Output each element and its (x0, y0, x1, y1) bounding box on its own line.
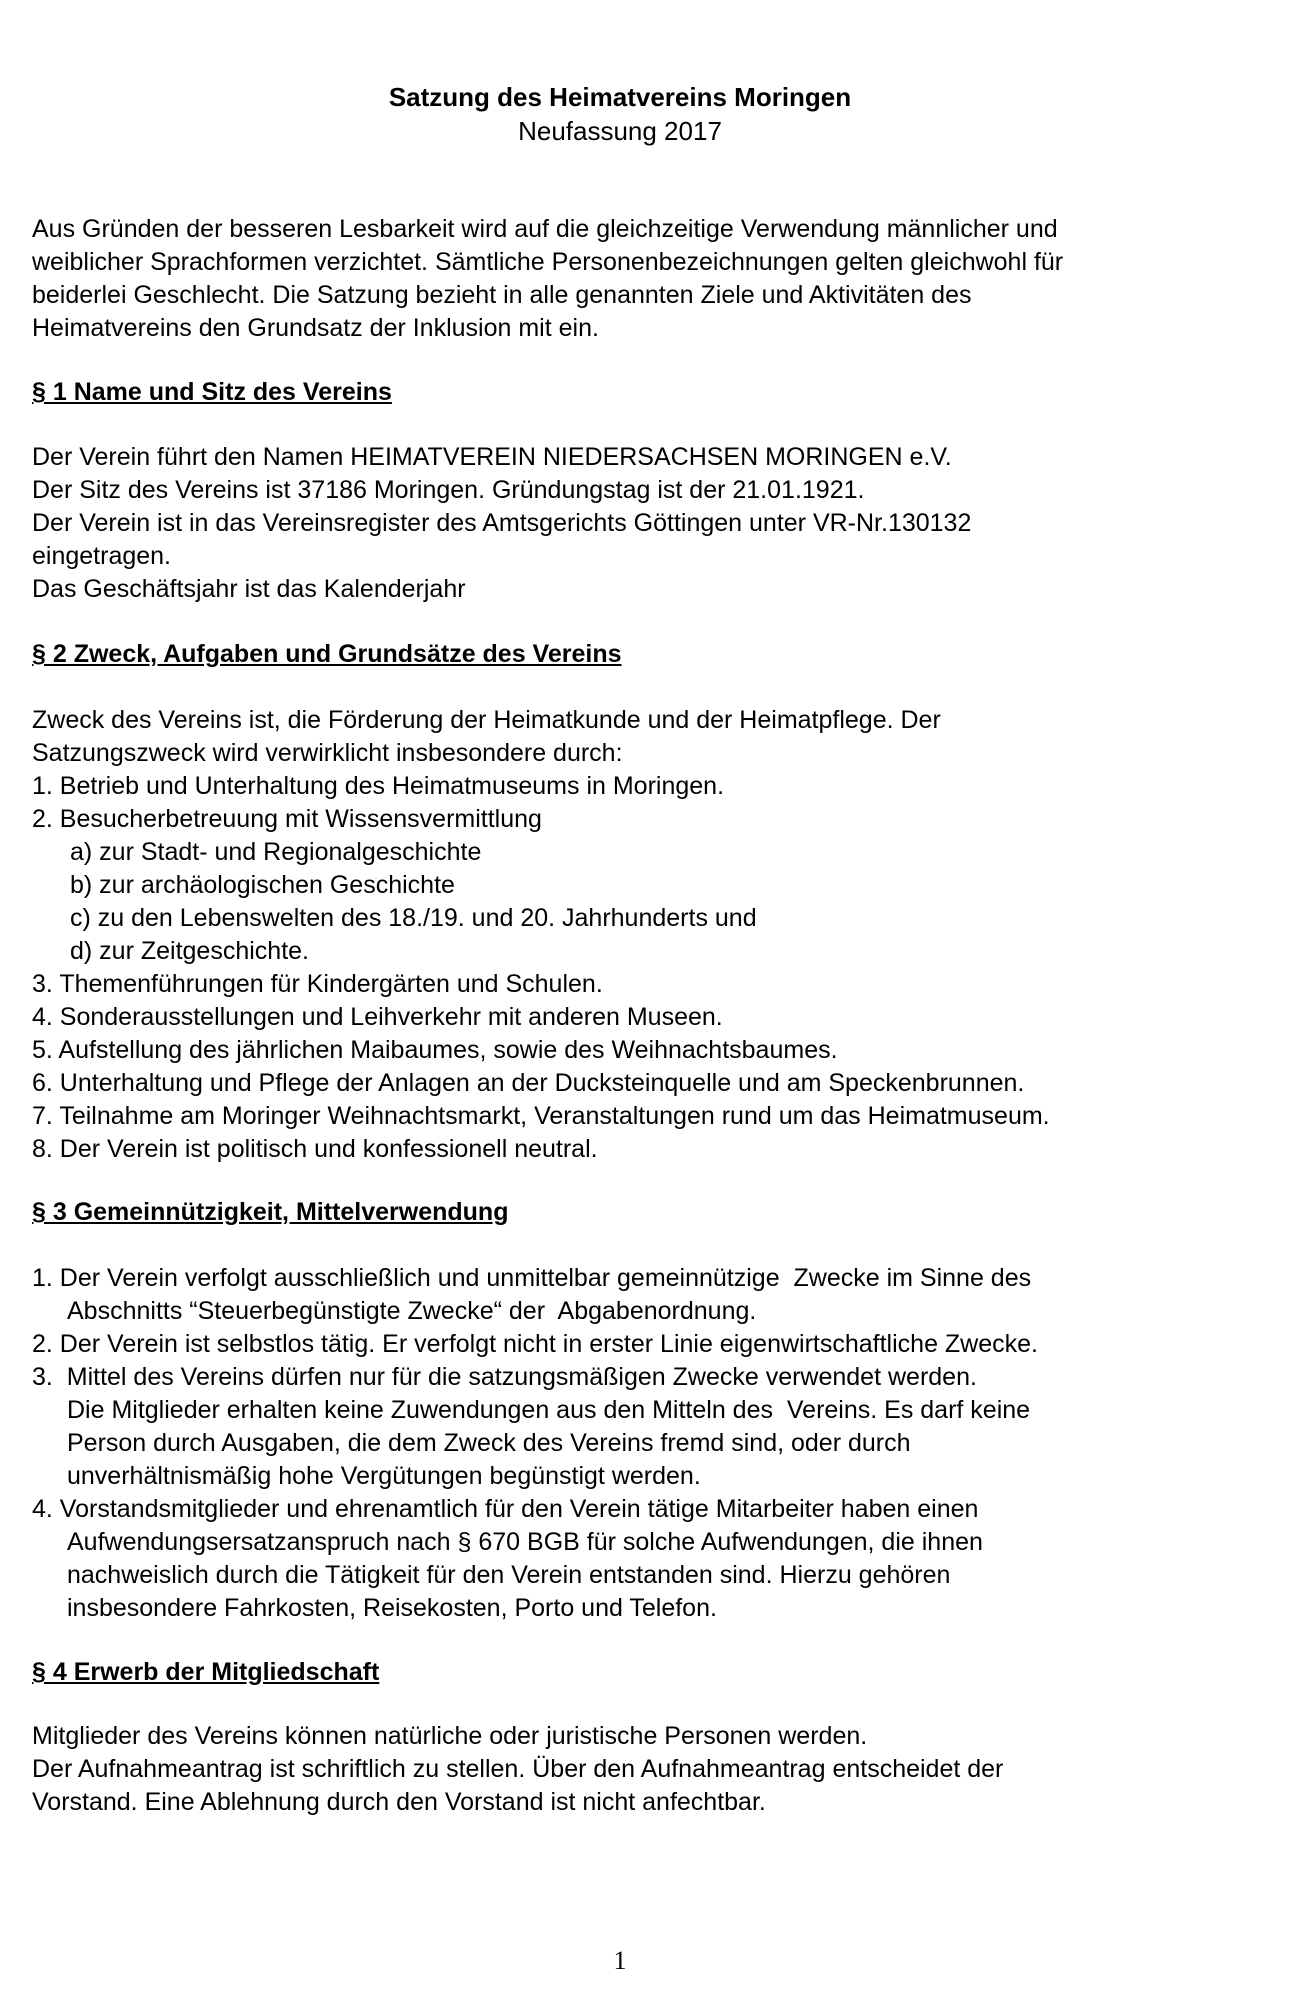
list-item: 8. Der Verein ist politisch und konfessionell neutral. (32, 1135, 598, 1163)
text-line: Das Geschäftsjahr ist das Kalenderjahr (32, 575, 466, 603)
list-item: 6. Unterhaltung und Pflege der Anlagen an der Ducksteinquelle und am Speckenbrunnen. (32, 1069, 1025, 1097)
list-item: 7. Teilnahme am Moringer Weihnachtsmarkt, Veranstaltungen rund um das Heimatmuseum. (32, 1102, 1050, 1130)
text-line: Vorstand. Eine Ablehnung durch den Vorstand ist nicht anfechtbar. (32, 1788, 766, 1816)
intro-line: Aus Gründen der besseren Lesbarkeit wird auf die gleichzeitige Verwendung männlicher und (32, 215, 1058, 243)
list-item: 2. Der Verein ist selbstlos tätig. Er verfolgt nicht in erster Linie eigenwirtschaftliche Zwecke. (32, 1330, 1038, 1358)
text-line: eingetragen. (32, 542, 172, 570)
list-item: 1. Der Verein verfolgt ausschließlich und unmittelbar gemeinnützige Zwecke im Sinne des (32, 1264, 1032, 1292)
section-1-body (32, 441, 1260, 606)
document-title: Satzung des Heimatvereins Moringen (388, 82, 852, 112)
sub-list-item: a) zur Stadt- und Regionalgeschichte (70, 838, 482, 866)
document-subtitle: Neufassung 2017 (518, 116, 722, 146)
text-line: Der Sitz des Vereins ist 37186 Moringen. Gründungstag ist der 21.01.1921. (32, 476, 865, 504)
section-2-heading: § 2 Zweck, Aufgaben und Grundsätze des Vereins (32, 640, 622, 668)
text-line: Der Verein ist in das Vereinsregister des Amtsgerichts Göttingen unter VR-Nr.130132 (32, 509, 972, 537)
section-4-body (32, 1720, 1260, 1819)
list-item-continuation: Person durch Ausgaben, die dem Zweck des Vereins fremd sind, oder durch (67, 1429, 911, 1457)
list-item-continuation: insbesondere Fahrkosten, Reisekosten, Porto und Telefon. (67, 1594, 717, 1622)
intro-line: beiderlei Geschlecht. Die Satzung bezieht in alle genannten Ziele und Aktivitäten des (32, 281, 972, 309)
text-line: Der Aufnahmeantrag ist schriftlich zu stellen. Über den Aufnahmeantrag entscheidet der (32, 1755, 1004, 1783)
section-2-body (32, 704, 1260, 1166)
list-item: 3. Mittel des Vereins dürfen nur für die satzungsmäßigen Zwecke verwendet werden. (32, 1363, 977, 1391)
list-item: 5. Aufstellung des jährlichen Maibaumes, sowie des Weihnachtsbaumes. (32, 1036, 838, 1064)
section-3-body (32, 1262, 1260, 1625)
sub-list-item: b) zur archäologischen Geschichte (70, 871, 455, 899)
list-item: 2. Besucherbetreuung mit Wissensvermittlung (32, 805, 542, 833)
section-4-heading: § 4 Erwerb der Mitgliedschaft (32, 1658, 380, 1686)
list-item-continuation: Abschnitts “Steuerbegünstigte Zwecke“ der Abgabenordnung. (67, 1297, 757, 1325)
intro-line: weiblicher Sprachformen verzichtet. Sämtliche Personenbezeichnungen gelten gleichwohl für (32, 248, 1064, 276)
list-item-continuation: Die Mitglieder erhalten keine Zuwendungen aus den Mitteln des Vereins. Es darf keine (67, 1396, 1031, 1424)
section-1-heading: § 1 Name und Sitz des Vereins (32, 378, 392, 406)
sub-list-item: c) zu den Lebenswelten des 18./19. und 20. Jahrhunderts und (70, 904, 757, 932)
text-line: Mitglieder des Vereins können natürliche oder juristische Personen werden. (32, 1722, 868, 1750)
list-item: 3. Themenführungen für Kindergärten und Schulen. (32, 970, 603, 998)
text-line: Der Verein führt den Namen HEIMATVEREIN NIEDERSACHSEN MORINGEN e.V. (32, 443, 952, 471)
text-line: Satzungszweck wird verwirklicht insbesondere durch: (32, 739, 623, 767)
list-item-continuation: unverhältnismäßig hohe Vergütungen begünstigt werden. (67, 1462, 701, 1490)
intro-paragraph (32, 213, 1260, 345)
section-3-heading: § 3 Gemeinnützigkeit, Mittelverwendung (32, 1198, 509, 1226)
sub-list-item: d) zur Zeitgeschichte. (70, 937, 309, 965)
list-item: 4. Vorstandsmitglieder und ehrenamtlich für den Verein tätige Mitarbeiter haben einen (32, 1495, 979, 1523)
page-number: 1 (613, 1946, 627, 1975)
intro-line: Heimatvereins den Grundsatz der Inklusion mit ein. (32, 314, 599, 342)
list-item-continuation: Aufwendungsersatzanspruch nach § 670 BGB für solche Aufwendungen, die ihnen (67, 1528, 983, 1556)
list-item: 1. Betrieb und Unterhaltung des Heimatmuseums in Moringen. (32, 772, 725, 800)
list-item-continuation: nachweislich durch die Tätigkeit für den Verein entstanden sind. Hierzu gehören (67, 1561, 951, 1589)
text-line: Zweck des Vereins ist, die Förderung der Heimatkunde und der Heimatpflege. Der (32, 706, 941, 734)
list-item: 4. Sonderausstellungen und Leihverkehr mit anderen Museen. (32, 1003, 723, 1031)
